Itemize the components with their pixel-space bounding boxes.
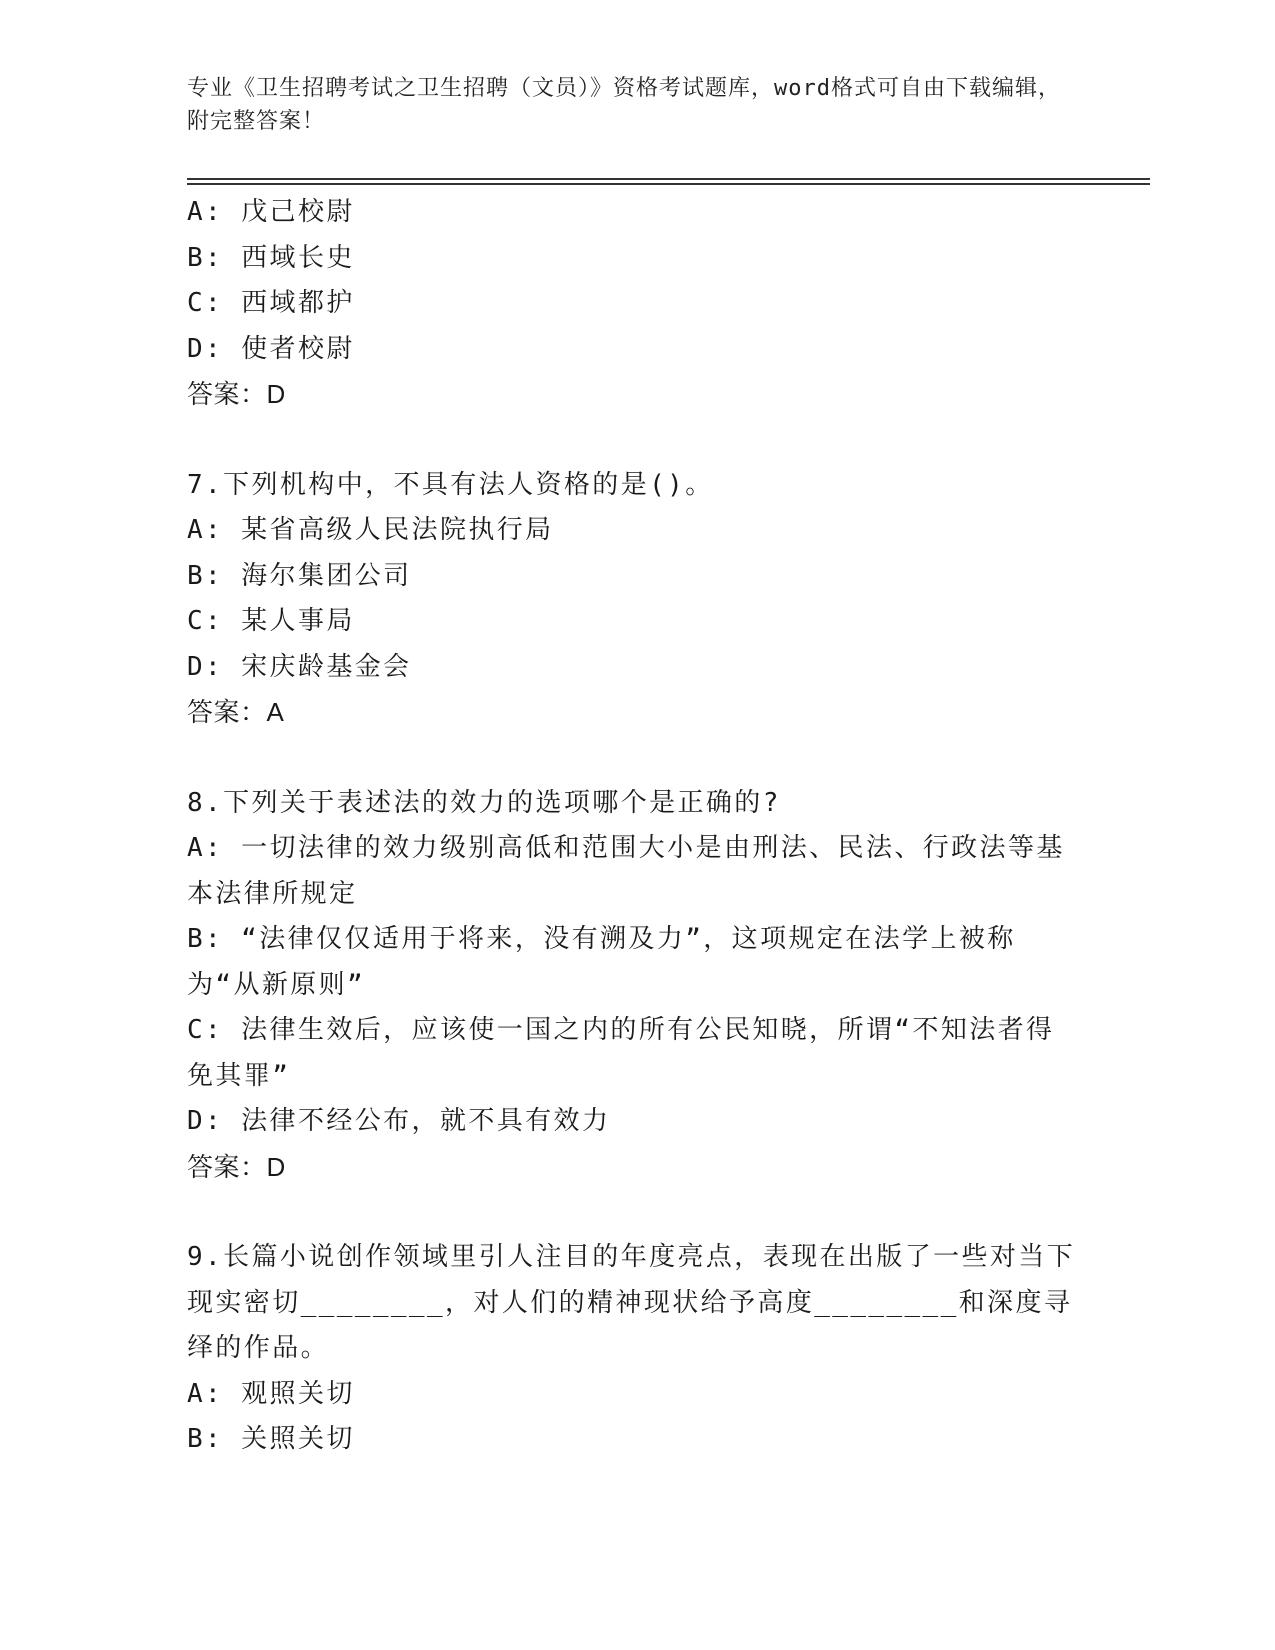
question-text: 9.长篇小说创作领域里引人注目的年度亮点，表现在出版了一些对当下现实密切________，对人们的精神现状给予高度________和深度寻绎的作品。 [187,1242,1076,1363]
option-d: D: 使者校尉 [187,333,355,364]
option-d: D: 宋庆龄基金会 [187,651,412,682]
question-6 [187,190,1077,418]
answer: 答案：D [187,379,286,409]
option-b: B: 关照关切 [187,1424,355,1454]
question-8 [187,781,1077,1191]
question-9 [187,1235,1077,1463]
option-c: C: 西域都护 [187,288,355,318]
spacer [187,418,1077,463]
answer: 答案：A [187,697,285,727]
option-d: D: 法律不经公布，就不具有效力 [187,1106,611,1136]
option-a: A: 一切法律的效力级别高低和范围大小是由刑法、民法、行政法等基本法律所规定 [187,833,1065,909]
spacer [187,736,1077,781]
option-c: C: 某人事局 [187,606,355,636]
question-text: 7.下列机构中，不具有法人资格的是()。 [187,469,714,500]
question-7 [187,463,1077,736]
header-rule-bottom [187,183,1150,185]
question-list [187,190,1077,1463]
option-b: B: “法律仅仅适用于将来，没有溯及力”，这项规定在法学上被称为“从新原则” [187,924,1016,1000]
header-rule-top [187,178,1150,180]
option-a: A: 某省高级人民法院执行局 [187,515,554,545]
answer: 答案：D [187,1151,286,1182]
option-b: B: 海尔集团公司 [187,560,412,591]
document-header: 专业《卫生招聘考试之卫生招聘（文员）》资格考试题库，word格式可自由下载编辑，附完整答案！ [187,76,1061,134]
option-c: C: 法律生效后，应该使一国之内的所有公民知晓，所谓“不知法者得免其罪” [187,1015,1055,1091]
question-text: 8.下列关于表述法的效力的选项哪个是正确的? [187,787,781,818]
option-a: A: 观照关切 [187,1378,355,1409]
option-b: B: 西域长史 [187,242,355,273]
option-a: A: 戊己校尉 [187,197,355,227]
spacer [187,1190,1077,1235]
